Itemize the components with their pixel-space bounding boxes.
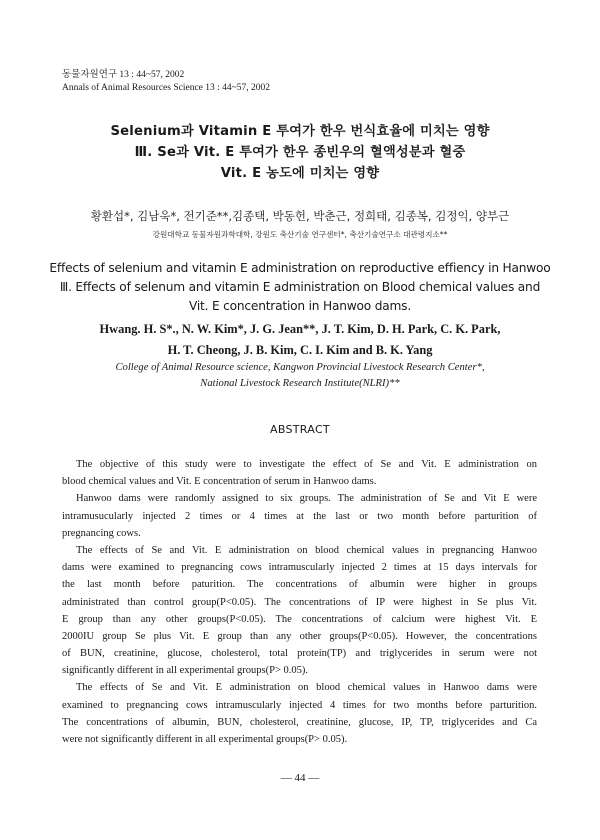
abstract-line: The concentrations of albumin, BUN, cholesterol, creatinine, glucose, IP, TP, triglycerides and Ca [62,716,537,728]
english-affiliation-line: College of Animal Resource science, Kangwon Provincial Livestock Research Center*, [115,362,485,373]
english-authors [0,319,600,361]
abstract-line: 2000IU group Se plus Vit. E group than any other groups(P<0.05). However, the concentrations [62,630,537,642]
english-authors-line: H. T. Cheong, J. B. Kim, C. I. Kim and B. K. Yang [167,343,433,357]
english-title-line: Vit. E concentration in Hanwoo dams. [188,299,412,313]
abstract-line: dams were examined to pregnancing cows intramuscularly injected 2 times at 15 days intervals for [62,562,537,574]
abstract-line: The objective of this study were to investigate the effect of Se and Vit. E administration on [76,459,537,470]
abstract-line: intramusucularly injected 2 times or 4 times at the last or two month before parturition of [62,510,537,522]
korean-affiliation: 강원대학교 동물자원과학대학, 강원도 축산기술 연구센터*, 축산기술연구소 대관령지소** [152,230,448,239]
english-title-line: Effects of selenium and vitamin E administration on reproductive effiency in Hanwoo [49,261,551,275]
page-number: — 44 — [280,772,320,784]
abstract-line: significantly different in all experimental groups(P> 0.05). [62,665,309,677]
abstract-line: pregnancing cows. [62,527,141,539]
journal-header [62,69,270,95]
abstract-line: The effects of Se and Vit. E administration on blood chemical values in Hanwoo dams were [76,682,537,694]
korean-title-line: Vit. E 농도에 미치는 영향 [220,166,380,181]
abstract-body [62,456,537,748]
english-affiliation [0,360,600,392]
korean-title [0,121,600,184]
english-title-line: Ⅲ. Effects of selenum and vitamin E administration on Blood chemical values and [59,280,541,294]
abstract-line: Hanwoo dams were randomly assigned to six groups. The administration of Se and Vit E were [76,493,537,505]
abstract-line: of BUN, creatinine, glucose, cholesterol, total protein(TP) and triglycerides in serum were not [62,648,537,660]
korean-authors: 황환섭*, 김남욱*, 전기준**,김종택, 박동헌, 박춘근, 정희태, 김종복, 김정익, 양부근 [90,209,510,223]
english-affiliation-line: National Livestock Research Institute(NLRI)** [200,378,400,389]
english-title [0,259,600,316]
abstract-heading: ABSTRACT [270,423,330,436]
abstract-line: the last month before paturition. The concentrations of albumin were higher in groups [62,579,537,591]
abstract-line: blood chemical values and Vit. E concentration of serum in Hanwoo dams. [62,476,377,488]
journal-line-korean: 동물자원연구 13 : 44~57, 2002 [62,70,185,80]
abstract-line: were not significantly different in all experimental groups(P> 0.05). [62,734,348,745]
journal-line-english: Annals of Animal Resources Science 13 : 44~57, 2002 [62,83,271,93]
abstract-line: The effects of Se and Vit. E administration on blood chemical values in pregnancing Hanwoo [76,544,537,556]
abstract-line: E group than any other groups(P<0.05). The concentrations of calcium were highest Vit. E [62,613,537,625]
abstract-line: examined to pregnancing cows intramuscularly injected 4 times for two months before parturition. [62,699,537,711]
english-authors-line: Hwang. H. S*., N. W. Kim*, J. G. Jean**, J. T. Kim, D. H. Park, C. K. Park, [99,322,501,336]
korean-title-line: Selenium과 Vitamin E 투여가 한우 번식효율에 미치는 영향 [110,124,490,139]
abstract-line: administrated than control group(P<0.05). The concentrations of IP were highest in Se plus Vit. [62,596,537,608]
korean-title-line: Ⅲ. Se과 Vit. E 투여가 한우 종빈우의 혈액성분과 혈중 [134,145,466,160]
